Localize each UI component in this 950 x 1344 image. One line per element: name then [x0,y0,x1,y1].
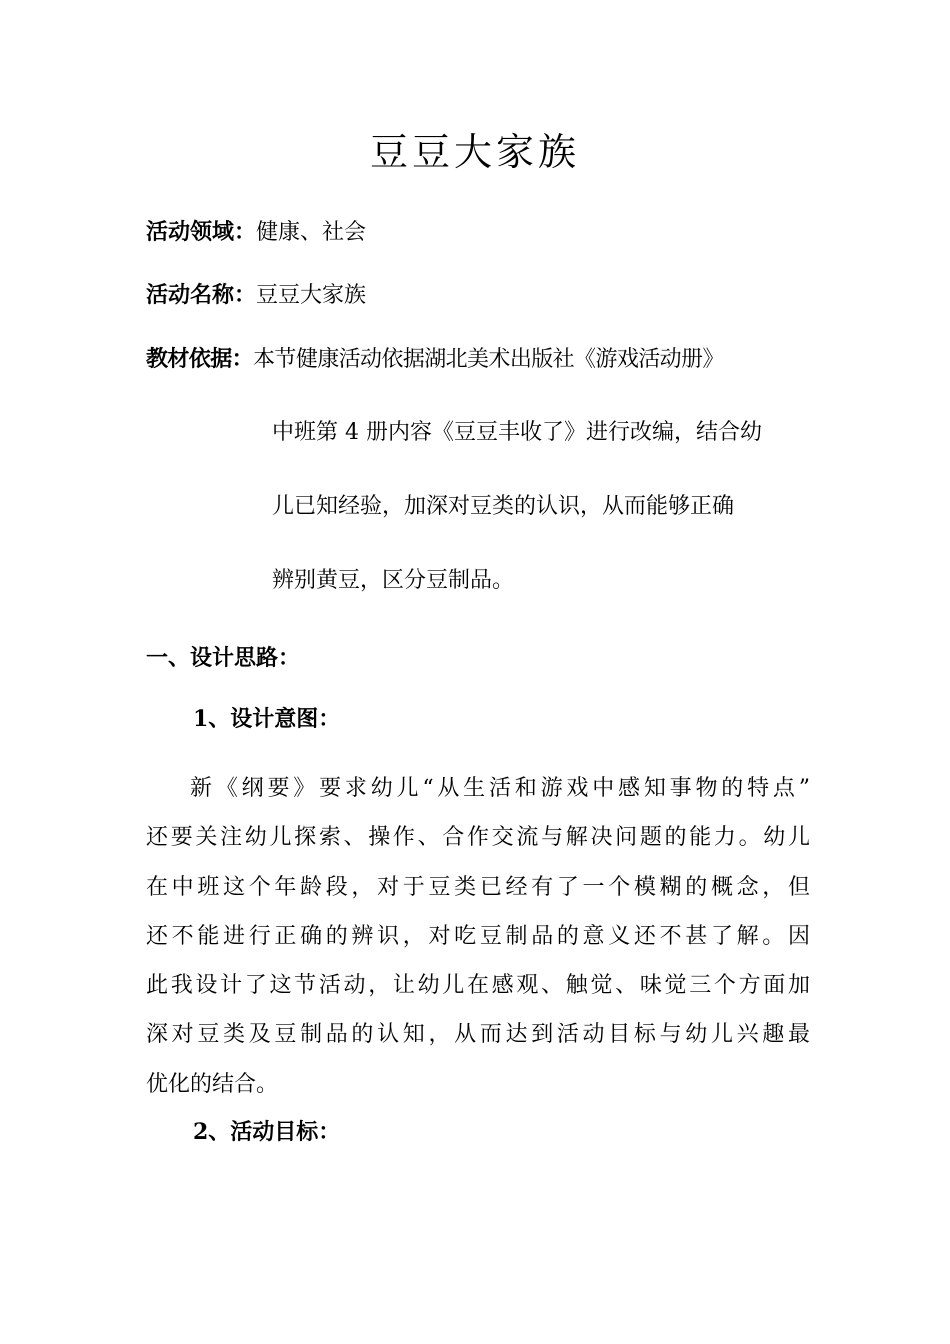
activity-domain-label: 活动领域： [146,219,257,245]
document-title: 豆豆大家族 [369,130,580,174]
material-basis-line-1: 本节健康活动依据湖北美术出版社《游戏活动册》 [253,347,724,372]
paragraph-line: 还不能进行正确的辨识，对吃豆制品的意义还不甚了解。因 [146,923,810,949]
activity-domain-row [146,214,366,251]
activity-name-value: 豆豆大家族 [256,283,367,308]
subheading-design-intent: 1、设计意图： [193,706,341,732]
activity-name-label: 活动名称： [146,282,257,308]
paragraph-line: 此我设计了这节活动，让幼儿在感观、触觉、味觉三个方面加 [146,973,810,999]
paragraph-line: 还要关注幼儿探索、操作、合作交流与解决问题的能力。幼儿 [146,825,810,851]
material-basis-label: 教材依据： [146,346,254,372]
material-basis-line-4: 辨别黄豆，区分豆制品。 [272,568,515,593]
paragraph-line: 新《纲要》要求幼儿“从生活和游戏中感知事物的特点” [190,776,810,801]
paragraph-line: 深对豆类及豆制品的认知，从而达到活动目标与幼儿兴趣最 [146,1022,810,1048]
paragraph-line: 优化的结合。 [146,1071,279,1097]
material-basis-line-3: 儿已知经验，加深对豆类的认识，从而能够正确 [272,494,735,519]
material-basis-row [146,341,724,378]
design-intent-paragraph [146,764,810,1109]
paragraph-line: 在中班这个年龄段，对于豆类已经有了一个模糊的概念，但 [146,874,810,900]
activity-domain-value: 健康、社会 [256,220,367,245]
material-basis-line-2: 中班第 4 册内容《豆豆丰收了》进行改编，结合幼 [272,420,762,445]
activity-name-row [146,277,366,314]
subheading-activity-goals: 2、活动目标： [193,1119,341,1145]
section-heading-design-idea: 一、设计思路： [146,645,301,671]
